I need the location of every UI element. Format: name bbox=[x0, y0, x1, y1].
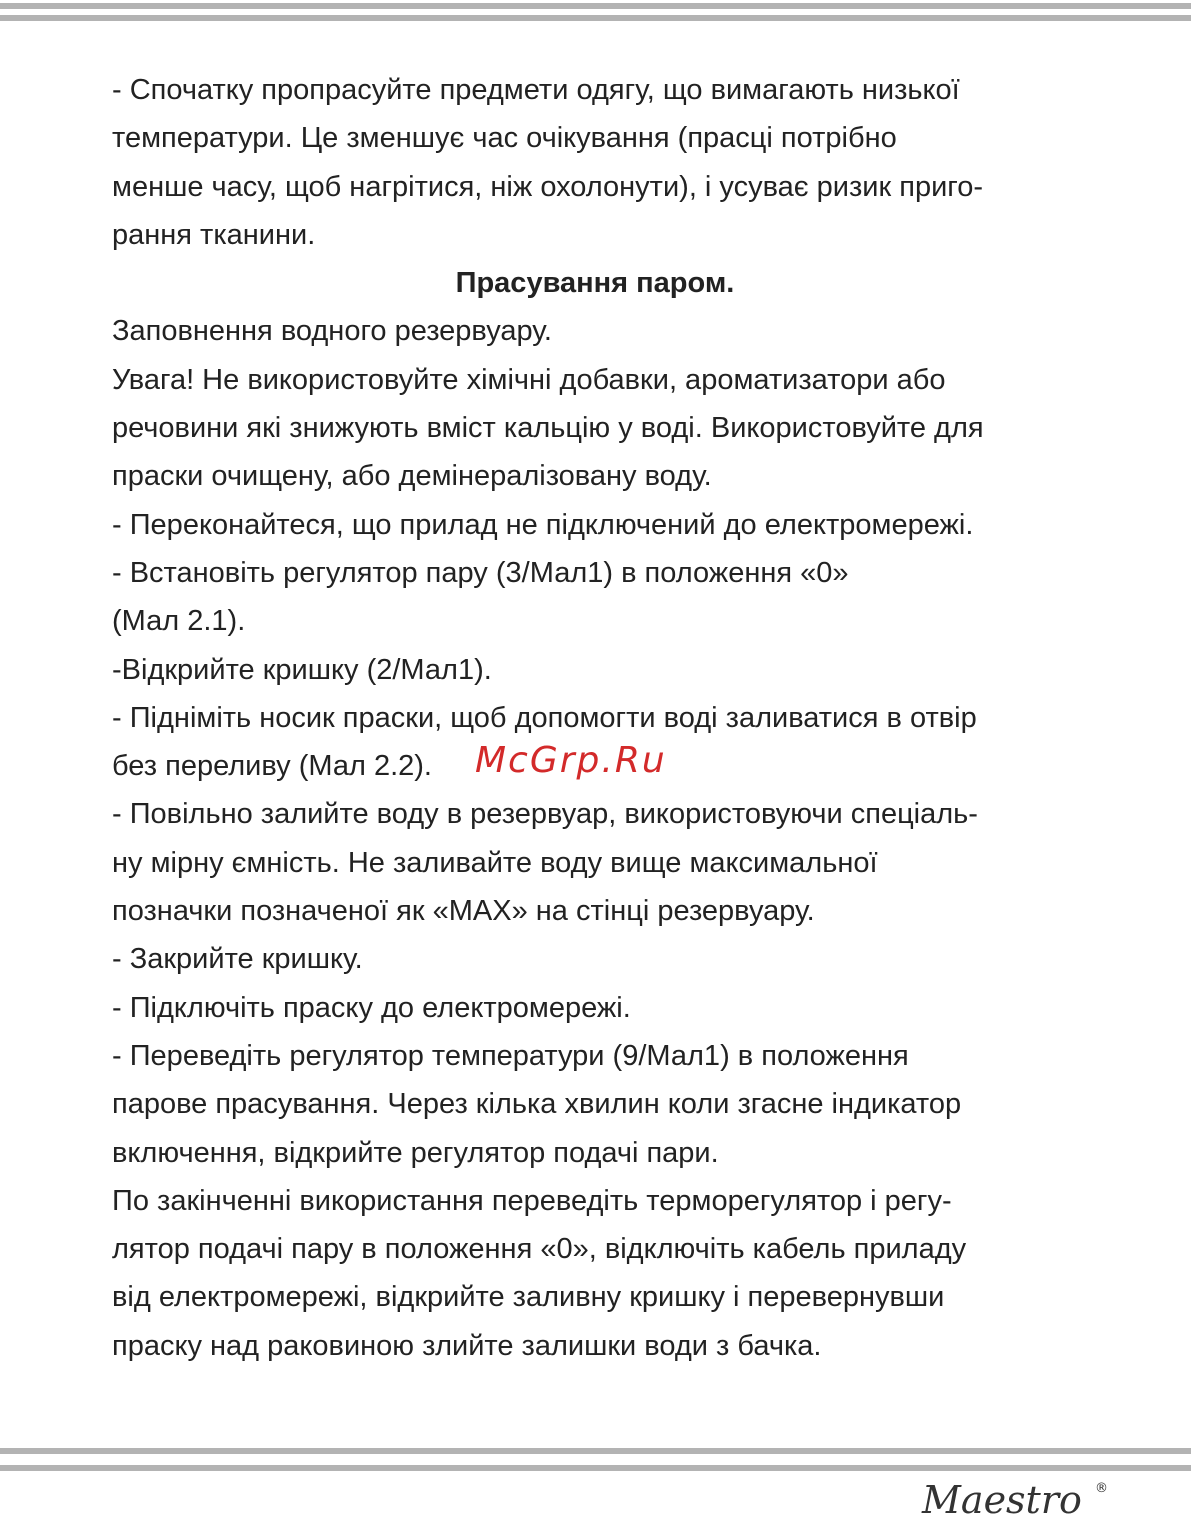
text-line: від електромережі, відкрийте заливну кришку і перевернувши bbox=[112, 1281, 945, 1314]
text-line: рання тканини. bbox=[112, 218, 316, 251]
text-line: - Підніміть носик праски, щоб допомогти воді заливатися в отвір bbox=[112, 701, 977, 734]
top-rule-2 bbox=[0, 15, 1191, 21]
text-line: включення, відкрийте регулятор подачі пари. bbox=[112, 1136, 719, 1169]
text-line: праски очищену, або демінералізовану воду. bbox=[112, 460, 712, 493]
text-line: - Переведіть регулятор температури (9/Мал1) в положення bbox=[112, 1039, 909, 1072]
text-line: температури. Це зменшує час очікування (прасці потрібно bbox=[112, 122, 897, 155]
section-heading: Прасування паром. bbox=[455, 267, 735, 300]
text-line: ну мірну ємність. Не заливайте воду вище максимальної bbox=[112, 846, 878, 879]
text-line: праску над раковиною злийте залишки води з бачка. bbox=[112, 1329, 822, 1362]
text-line: Заповнення водного резервуару. bbox=[112, 315, 552, 348]
registered-mark: ® bbox=[1095, 1481, 1108, 1496]
text-line: - Підключіть праску до електромережі. bbox=[112, 991, 631, 1024]
bottom-rule-1 bbox=[0, 1448, 1191, 1454]
top-rule-1 bbox=[0, 3, 1191, 9]
text-line: - Переконайтеся, що прилад не підключений до електромережі. bbox=[112, 508, 974, 541]
text-line: - Закрийте кришку. bbox=[112, 943, 363, 976]
brand-logo: Maestro bbox=[922, 1478, 1082, 1522]
text-line: - Встановіть регулятор пару (3/Мал1) в положення «0» bbox=[112, 556, 849, 589]
text-line: По закінченні використання переведіть терморегулятор і регу- bbox=[112, 1184, 952, 1217]
watermark: McGrp.Ru bbox=[475, 740, 667, 781]
text-line: позначки позначеної як «MAX» на стінці резервуару. bbox=[112, 895, 815, 928]
manual-text bbox=[112, 66, 1078, 1370]
text-line: без переливу (Мал 2.2). bbox=[112, 750, 432, 783]
text-line: - Повільно залийте воду в резервуар, використовуючи спеціаль- bbox=[112, 798, 978, 831]
text-line: лятор подачі пару в положення «0», відключіть кабель приладу bbox=[112, 1233, 967, 1266]
text-line: (Мал 2.1). bbox=[112, 605, 246, 638]
bottom-rule-2 bbox=[0, 1465, 1191, 1471]
text-line: - Спочатку пропрасуйте предмети одягу, що вимагають низької bbox=[112, 74, 960, 106]
text-line: менше часу, щоб нагрітися, ніж охолонути), і усуває ризик приго- bbox=[112, 170, 983, 203]
text-line: -Відкрийте кришку (2/Мал1). bbox=[112, 653, 492, 686]
text-line: Увага! Не використовуйте хімічні добавки, ароматизатори або bbox=[112, 363, 946, 396]
text-line: парове прасування. Через кілька хвилин коли згасне індикатор bbox=[112, 1088, 962, 1121]
text-line: речовини які знижують вміст кальцію у воді. Використовуйте для bbox=[112, 412, 984, 445]
